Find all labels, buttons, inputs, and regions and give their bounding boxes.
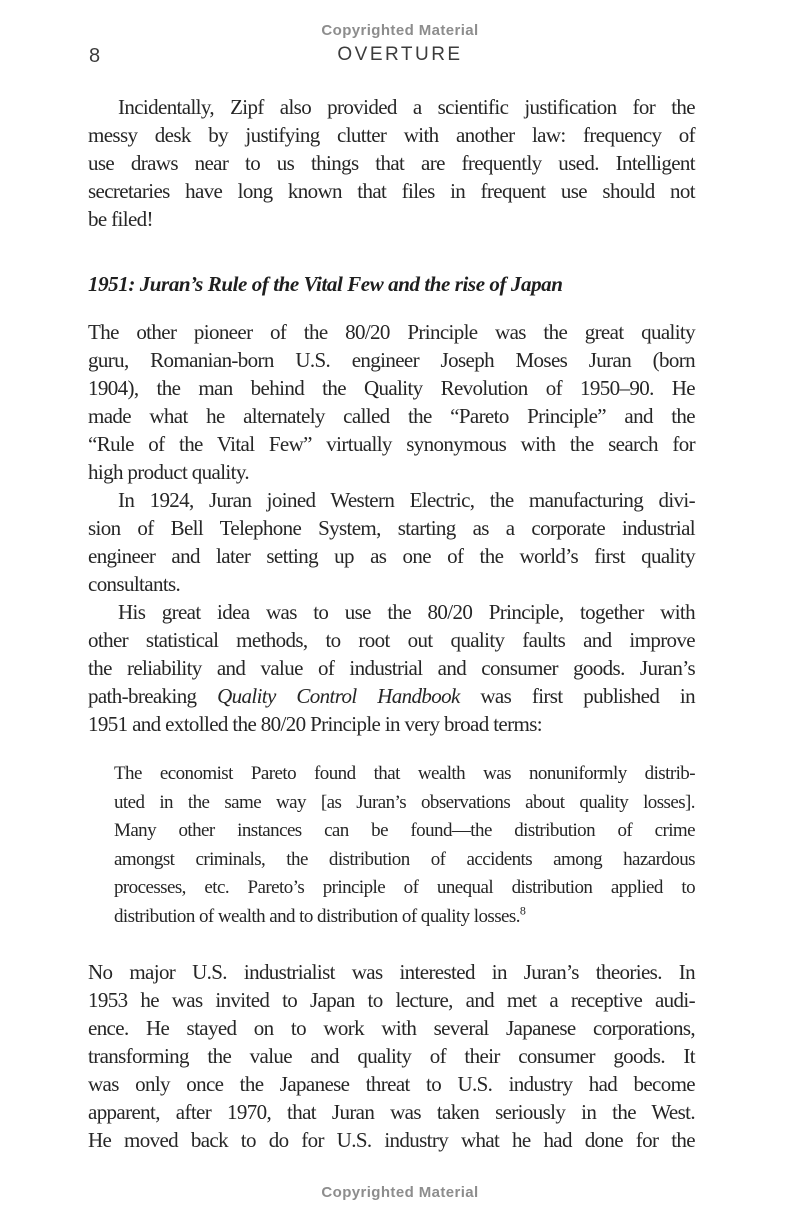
text-line: messy desk by justifying clutter with another law: frequency of: [88, 123, 695, 147]
page-number: 8: [89, 45, 101, 67]
text-line: high product quality.: [88, 460, 249, 484]
text-line: guru, Romanian-born U.S. engineer Joseph Moses Juran (born: [88, 348, 695, 372]
text-line: uted in the same way [as Juran’s observations about quality losses].: [114, 791, 695, 813]
text-line: “Rule of the Vital Few” virtually synonymous with the search for: [88, 432, 695, 456]
text-segment: was first published in: [459, 684, 695, 708]
footnote-reference: 8: [519, 903, 526, 918]
text-line: secretaries have long known that files in frequent use should not: [88, 179, 695, 203]
text-line: transforming the value and quality of their consumer goods. It: [88, 1044, 695, 1068]
text-line: processes, etc. Pareto’s principle of unequal distribution applied to: [114, 877, 695, 898]
page-header: [0, 44, 800, 70]
text-line: [88, 682, 695, 710]
text-line: The other pioneer of the 80/20 Principle was the great quality: [88, 320, 695, 344]
paragraph-great-idea-lines: [88, 598, 695, 682]
running-head: OVERTURE: [337, 44, 463, 65]
text-line: No major U.S. industrialist was interested in Juran’s theories. In: [88, 960, 695, 984]
text-segment: distribution of wealth and to distribution of quality losses.: [114, 905, 520, 927]
text-line: Incidentally, Zipf also provided a scientific justification for the: [118, 95, 695, 119]
text-line: 1953 he was invited to Japan to lecture, and met a receptive audi-: [88, 988, 695, 1012]
text-line: consultants.: [88, 572, 181, 596]
text-line: engineer and later setting up as one of the world’s first quality: [88, 544, 695, 568]
section-heading: 1951: Juran’s Rule of the Vital Few and the rise of Japan: [88, 272, 563, 296]
text-line: be filed!: [88, 207, 153, 231]
text-column: [88, 93, 695, 1154]
paragraph-juran-intro: [88, 318, 695, 486]
text-line: other statistical methods, to root out quality faults and improve: [88, 628, 695, 652]
text-line: 1904), the man behind the Quality Revolution of 1950–90. He: [88, 376, 695, 400]
text-segment: path-breaking: [88, 684, 218, 708]
text-line: apparent, after 1970, that Juran was taken seriously in the West.: [88, 1100, 695, 1124]
text-line: was only once the Japanese threat to U.S. industry had become: [88, 1072, 695, 1096]
text-line: The economist Pareto found that wealth was nonuniformly distrib-: [114, 763, 695, 784]
text-line: He moved back to do for U.S. industry what he had done for the: [88, 1128, 695, 1152]
text-line: His great idea was to use the 80/20 Principle, together with: [118, 600, 695, 624]
text-line: made what he alternately called the “Pareto Principle” and the: [88, 404, 695, 428]
text-line: amongst criminals, the distribution of accidents among hazardous: [114, 848, 695, 870]
text-line: Many other instances can be found—the distribution of crime: [114, 820, 695, 841]
text-line: sion of Bell Telephone System, starting as a corporate industrial: [88, 516, 695, 540]
text-line: [114, 903, 695, 932]
text-line: 1951 and extolled the 80/20 Principle in very broad terms:: [88, 712, 542, 736]
paragraph-japan: [88, 958, 695, 1154]
copyright-banner-top: Copyrighted Material: [321, 22, 479, 39]
text-line: the reliability and value of industrial and consumer goods. Juran’s: [88, 656, 695, 680]
book-title-italic: Quality Control Handbook: [217, 684, 460, 708]
paragraph-great-idea: [88, 598, 695, 738]
text-line: use draws near to us things that are frequently used. Intelligent: [88, 151, 695, 175]
copyright-banner-bottom: Copyrighted Material: [321, 1184, 479, 1201]
text-line: In 1924, Juran joined Western Electric, the manufacturing divi-: [118, 488, 695, 512]
paragraph-western-electric: [88, 486, 695, 598]
text-line: ence. He stayed on to work with several Japanese corporations,: [88, 1016, 695, 1040]
block-quote-lines: [114, 760, 695, 903]
block-quote: [114, 760, 695, 931]
paragraph-zipf: [88, 93, 695, 233]
